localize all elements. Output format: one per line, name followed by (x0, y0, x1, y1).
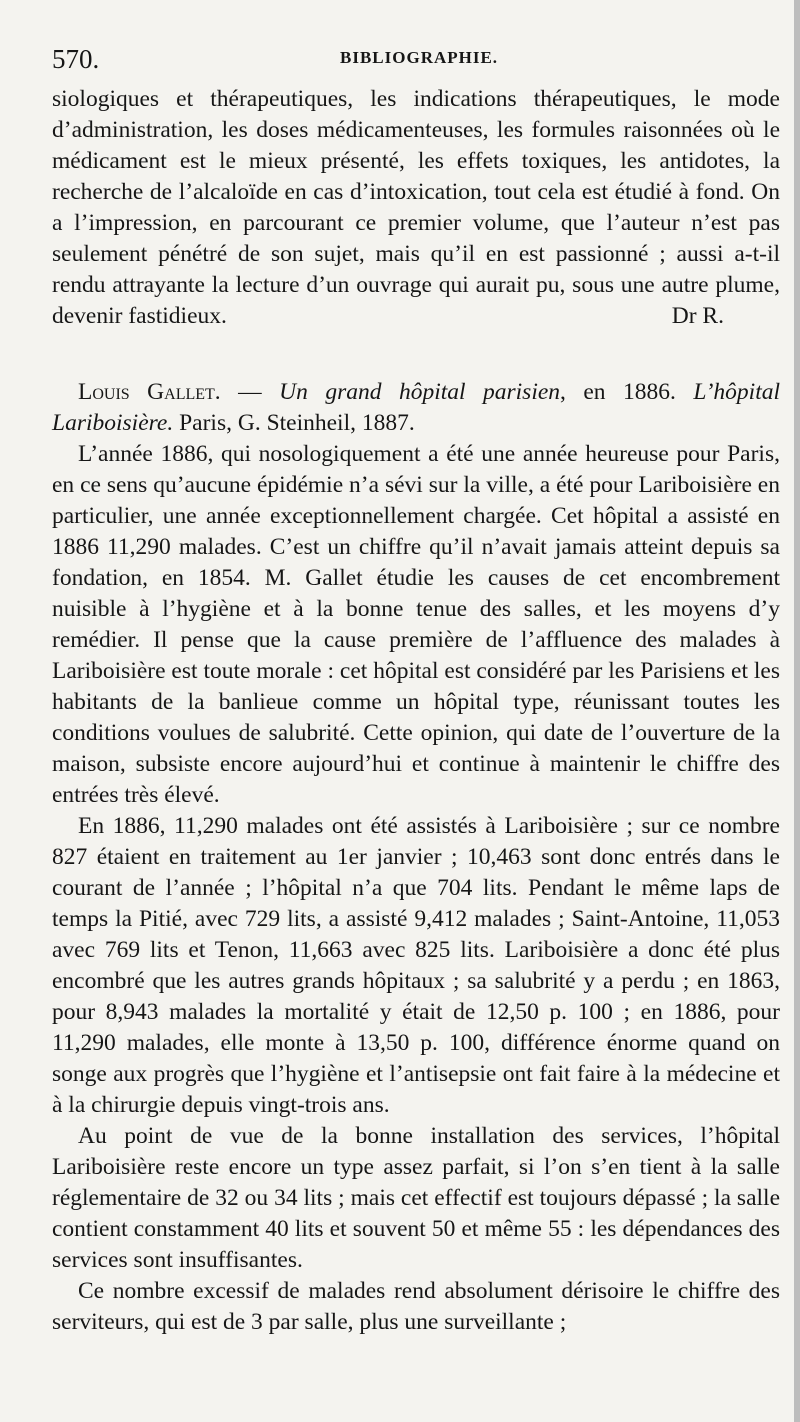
page-body (52, 84, 780, 1338)
review-2-paragraph: Ce nombre excessif de malades rend absolument dérisoire le chiffre des serviteurs, qui est de 3 par salle, plus une surveillante ; (52, 1278, 780, 1335)
review-2-citation: Louis Gallet. — Un grand hôpital parisien, en 1886. L’hôpital Lariboisière. Paris, G. Steinheil, 1887. (52, 379, 781, 436)
page-gutter-shadow (794, 0, 800, 1422)
review-2-paragraph: L’année 1886, qui nosologiquement a été une année heureuse pour Paris, en ce sens qu’aucune épidémie n’a sévi sur la ville, a été pour Lariboisière en particulier, une année exceptionnellement chargée. Cet hôpital a assisté en 1886 11,290 malades. C’est un chiffre qu’il n’avait jamais atteint depuis sa fondation, en 1854. M. Gallet étudie les causes de cet encombrement nuisible à l’hygiène et à la bonne tenue des salles, et les moyens d’y remédier. Il pense que la cause première de l’affluence des malades à Lariboisière est toute morale : cet hôpital est considéré par les Parisiens et les habitants de la banlieue comme un hôpital type, réunissant toutes les conditions voulues de salubrité. Cette opinion, qui date de l’ouverture de la maison, subsiste encore aujourd’hui et continue à maintenir le chiffre des entrées très élevé. (52, 441, 780, 808)
citation-imprint: Paris, G. Steinheil, 1887. (173, 410, 415, 436)
page-header (52, 44, 782, 84)
review-2-paragraph: En 1886, 11,290 malades ont été assistés à Lariboisière ; sur ce nombre 827 étaient en traitement au 1er janvier ; 10,463 sont donc entrés dans le courant de l’année ; l’hôpital n’a que 704 lits. Pendant le même laps de temps la Pitié, avec 729 lits, a assisté 9,412 malades ; Saint-Antoine, 11,053 avec 769 lits et Tenon, 11,663 avec 825 lits. Lariboisière a donc été plus encombré que les autres grands hôpitaux ; sa salubrité y a perdu ; en 1863, pour 8,943 malades la mortalité y était de 12,50 p. 100 ; en 1886, pour 11,290 malades, elle monte à 13,50 p. 100, différence énorme quand on songe aux progrès que l’hygiène et l’antisepsie ont fait faire à la médecine et à la chirurgie depuis vingt-trois ans. (52, 813, 780, 1118)
review-1-text: siologiques et thérapeutiques, les indications thérapeutiques, le mode d’administration, les doses médicamenteuses, les formules raisonnées où le médicament est le mieux présenté, les effets toxiques, les antidotes, la recherche de l’alcaloïde en cas d’intoxication, tout cela est étudié à fond. On a l’impression, en parcourant ce premier volume, que l’auteur n’est pas seulement pénétré de son sujet, mais qu’il en est passionné ; aussi a-t-il rendu attrayante la lecture d’un ouvrage qui aurait pu, sous une autre plume, devenir fastidieux. (52, 86, 780, 329)
review-1-signature: Dr R. (671, 303, 724, 329)
page-number: 570. (52, 44, 100, 74)
review-2 (52, 377, 780, 1338)
citation-author: Louis Gallet. (78, 379, 221, 405)
citation-title: Un grand hôpital parisien (279, 379, 561, 405)
citation-subtitle: L’hôpital Lariboisière. (52, 379, 781, 436)
running-title: BIBLIOGRAPHIE. (340, 48, 499, 67)
review-2-paragraph: Au point de vue de la bonne installation des services, l’hôpital Lariboisière reste encore un type assez parfait, si l’on s’en tient à la salle réglementaire de 32 ou 34 lits ; mais cet effectif est toujours dépassé ; la salle contient constamment 40 lits et souvent 50 et même 55 : les dépendances des services sont insuffisantes. (52, 1123, 780, 1273)
